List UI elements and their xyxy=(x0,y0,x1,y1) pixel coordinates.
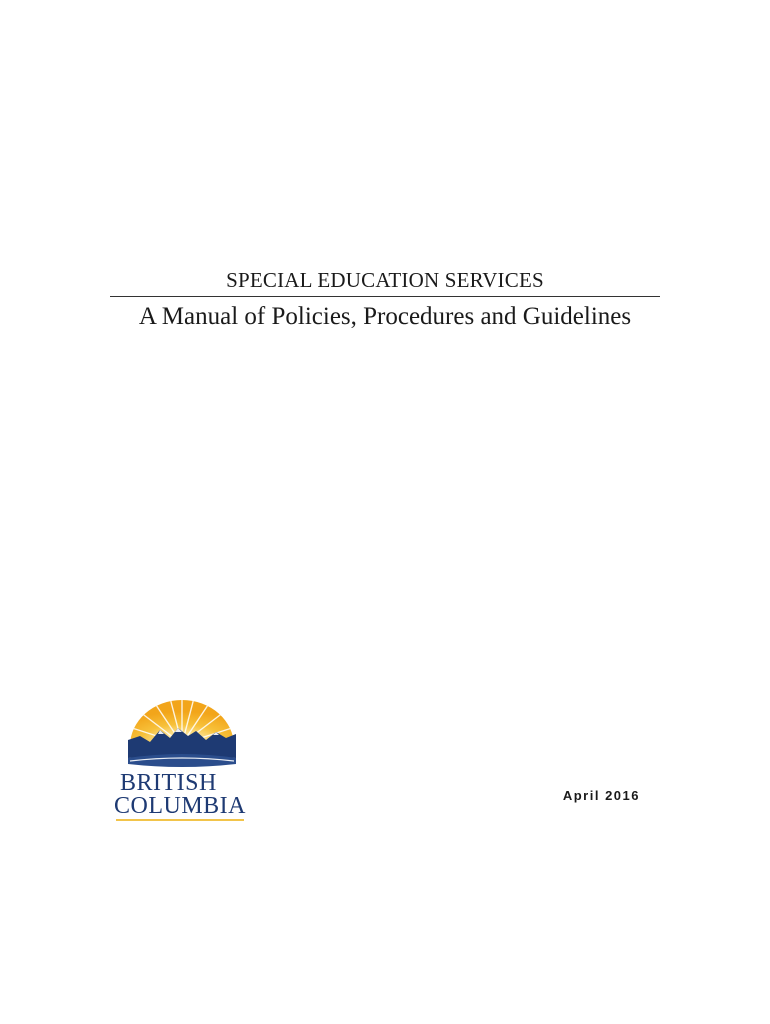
bc-sun-mountains-emblem xyxy=(112,698,252,770)
british-columbia-logo xyxy=(112,698,252,828)
title-rule xyxy=(110,296,660,297)
document-date: April 2016 xyxy=(562,788,640,803)
logo-text-british: BRITISH xyxy=(120,770,217,796)
logo-underline xyxy=(116,819,244,821)
document-subtitle: A Manual of Policies, Procedures and Guidelines xyxy=(138,303,632,330)
document-heading: SPECIAL EDUCATION SERVICES xyxy=(226,268,544,292)
logo-text-columbia: COLUMBIA xyxy=(114,793,247,819)
